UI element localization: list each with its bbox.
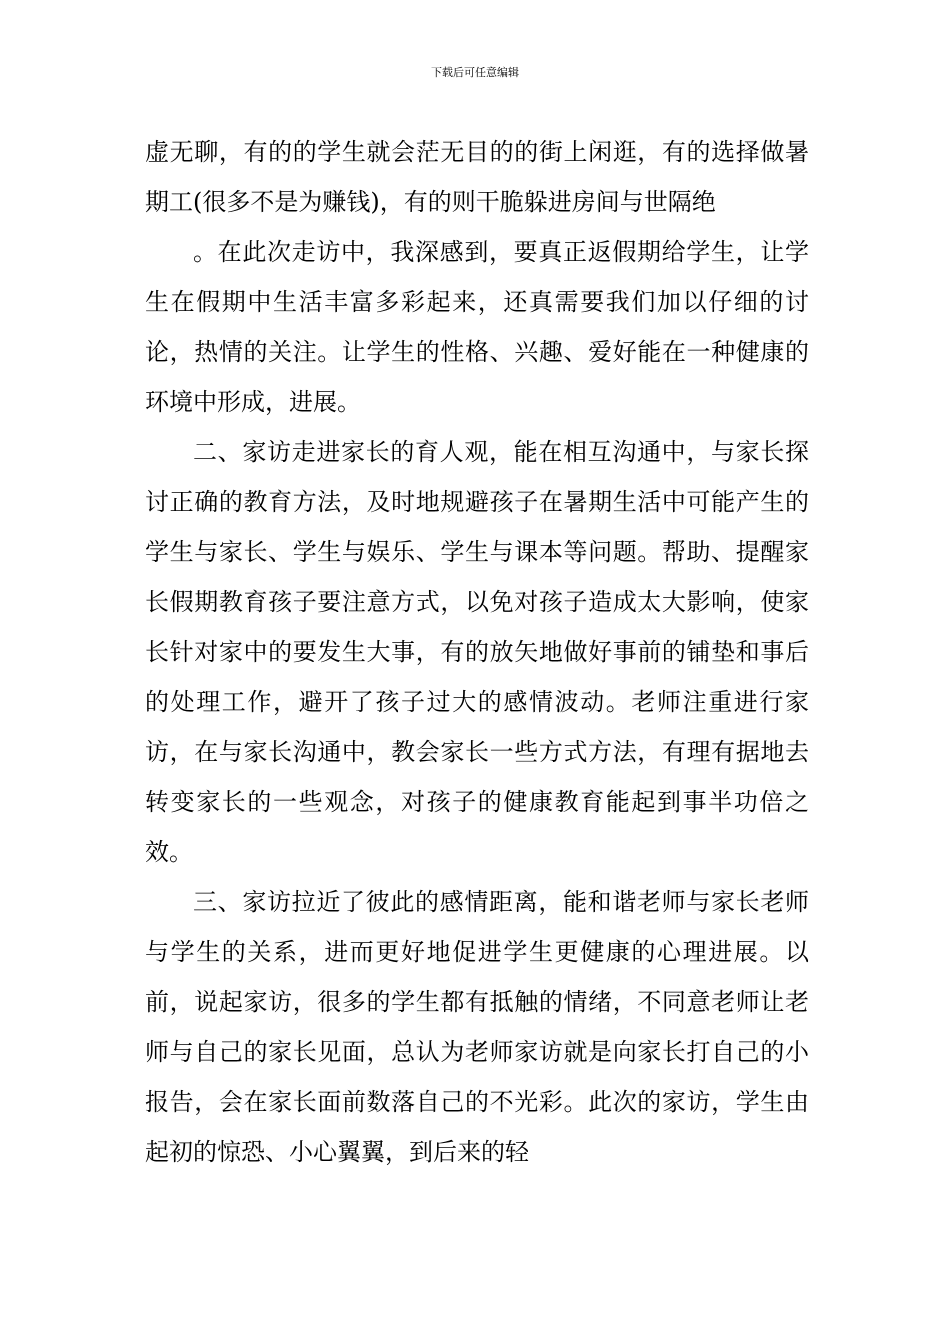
paragraph-continuation: 虚无聊，有的的学生就会茫无目的的街上闲逛，有的选择做暑期工(很多不是为赚钱)，有的则干脆躲进房间与世隔绝 <box>145 138 809 216</box>
paragraph-point-three: 三、家访拉近了彼此的感情距离，能和谐老师与家长老师与学生的关系，进而更好地促进学生更健康的心理进展。以前，说起家访，很多的学生都有抵触的情绪，不同意老师让老师与自己的家长见面，总认为老师家访就是向家长打自己的小报告，会在家长面前数落自己的不光彩。此次的家访，学生由起初的惊恐、小心翼翼，到后来的轻 <box>145 888 809 1166</box>
paragraph-visit-reflection: 。在此次走访中，我深感到，要真正返假期给学生，让学生在假期中生活丰富多彩起来，还真需要我们加以仔细的讨论，热情的关注。让学生的性格、兴趣、爱好能在一种健康的环境中形成，进展。 <box>145 238 809 416</box>
page-header: 下载后可任意编辑 <box>431 66 519 79</box>
document-body <box>145 127 809 1177</box>
paragraph-point-two: 二、家访走进家长的育人观，能在相互沟通中，与家长探讨正确的教育方法，及时地规避孩子在暑期生活中可能产生的学生与家长、学生与娱乐、学生与课本等问题。帮助、提醒家长假期教育孩子要注意方式，以免对孩子造成太大影响，使家长针对家中的要发生大事，有的放矢地做好事前的铺垫和事后的处理工作，避开了孩子过大的感情波动。老师注重进行家访，在与家长沟通中，教会家长一些方式方法，有理有据地去转变家长的一些观念，对孩子的健康教育能起到事半功倍之效。 <box>145 438 809 866</box>
